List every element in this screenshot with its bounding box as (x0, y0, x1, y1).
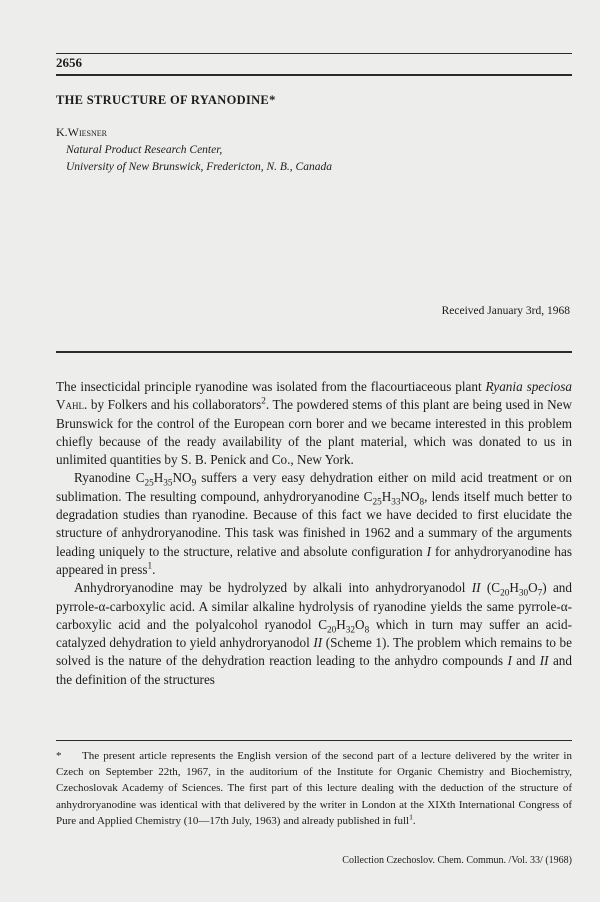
footnote: * The present article represents the English version of the second part of a lecture delivered by the writer in Czech on September 22th, 1967, in the auditorium of the Institute for Organic Chemistry and Biochemistry, Czechoslovak Academy of Sciences. The first part of this lecture dealing with the deduction of the structure of anhydroryanodine was identical with that delivered by the writer in London at the XIXth International Congress of Pure and Applied Chemistry (10—17th July, 1963) and already published in full$^1$. (56, 750, 572, 827)
page-number: 2656 (56, 55, 82, 70)
footnote-text: The present article represents the English version of the second part of a lecture delivered by the writer in Czech on September 22th, 1967, in the auditorium of the Institute for Organic Chemistry and Biochemistry, Czechoslovak Academy of Sciences. The first part of this lecture dealing with the deduction of the structure of anhydroryanodine was identical with that delivered by the writer in London at the XIXth International Congress of Pure and Applied Chemistry (10—17th July, 1963) and already published in full (56, 750, 572, 827)
affiliation-line-1: Natural Product Research Center, (66, 144, 223, 156)
article-title: THE STRUCTURE OF RYANODINE* (56, 93, 276, 107)
journal-reference: Collection Czechoslov. Chem. Commun. /Vol. 33/ (1968) (342, 855, 572, 866)
paragraph-2: Ryanodine $C_{25}H_{35}NO_9$ suffers a very easy dehydration either on mild acid treatment or on sublimation. The resulting compound, anhydroryanodine $C_{25}H_{33}NO_8$, lends itself much better to degradation studies than ryanodine. Because of this fact we have decided to first elucidate the structure of anhydroryanodine. This task was finished in 1962 and a summary of the arguments leading uniquely to the structure, relative and absolute configuration I for anhydroryanodine has appeared in press$^1$. (56, 470, 573, 577)
author-surname: Wiesner (67, 125, 107, 139)
author-initial: K. (56, 125, 68, 139)
header-thin-rule (56, 53, 572, 54)
article-body (56, 378, 572, 689)
paragraph-3: Anhydroryanodine may be hydrolyzed by alkali into anhydroryanodol II $(C_{20}H_{30}O_7)$ and pyrrole-α-carboxylic acid. A similar alkaline hydrolysis of ryanodine yields the same pyrrole-α-carboxylic acid and the polyalcohol ryanodol $C_{20}H_{32}O_8$ which in turn may suffer an acid-catalyzed dehydration to yield anhydroryanodol II (Scheme 1). The problem which remains to be solved is the nature of the dehydration reaction leading to the anhydro compounds I and II and the definition of the structures (56, 580, 572, 687)
footnote-rule (56, 740, 572, 741)
paragraph-1: The insecticidal principle ryanodine was isolated from the flacourtiaceous plant Ryania speciosa Vahl. by Folkers and his collaborators$^2$. The powdered stems of this plant are being used in New Brunswick for the control of the European corn borer and we became interested in this problem chiefly because of the ready availability of the plant material, which was donated to us in unlimited quantities by S. B. Penick and Co., New York. (56, 379, 573, 468)
affiliation-line-2: University of New Brunswick, Fredericton, N. B., Canada (66, 161, 332, 173)
header-end-rule (56, 351, 572, 353)
footnote-mark: * (56, 750, 62, 762)
received-date: Received January 3rd, 1968 (441, 305, 570, 317)
author-name (56, 125, 107, 140)
header-thick-rule (56, 74, 572, 76)
